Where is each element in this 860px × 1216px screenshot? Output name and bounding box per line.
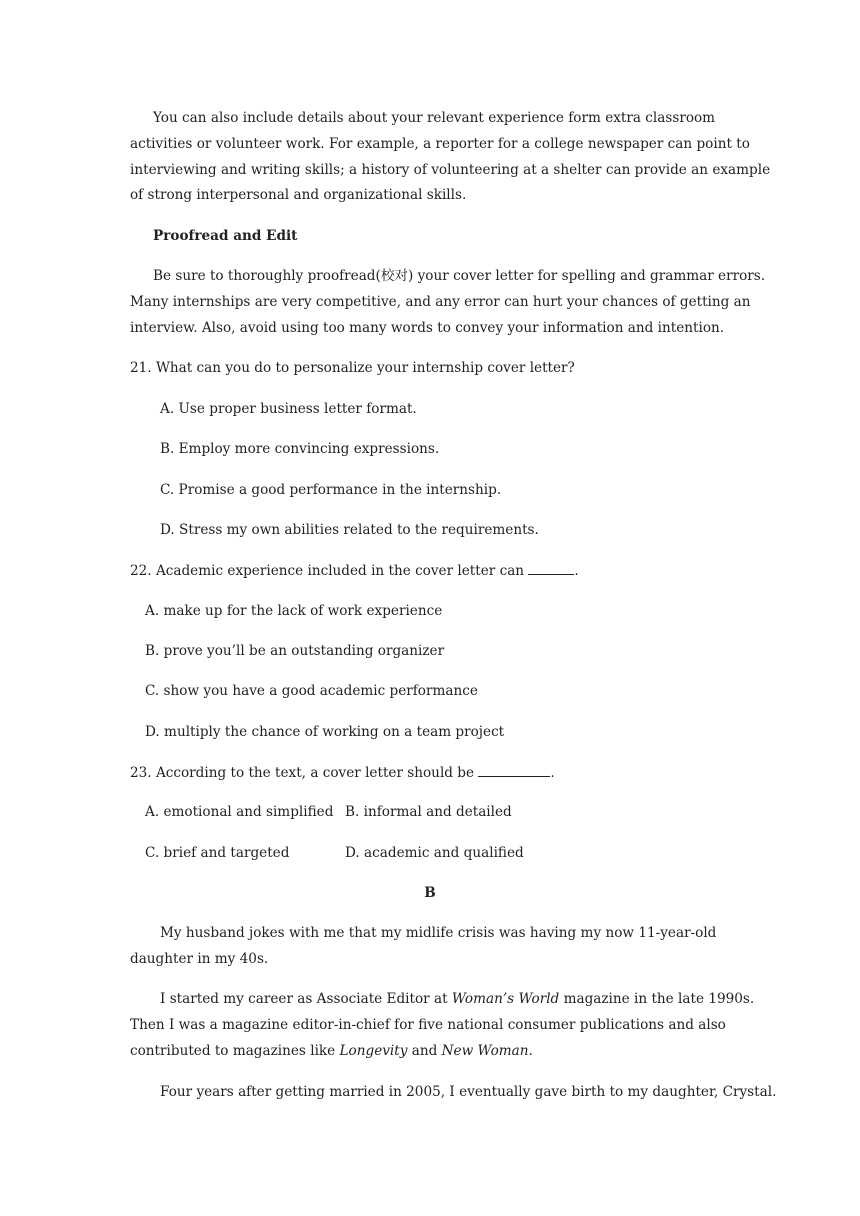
question-23-option-a: A. emotional and simplified: [145, 804, 334, 820]
paragraph-line: interview. Also, avoid using too many words to convey your information and intention.: [130, 320, 725, 336]
magazine-title: Woman’s World: [451, 991, 560, 1007]
passage-b-label: B: [424, 885, 436, 901]
magazine-title: Longevity: [339, 1043, 408, 1059]
paragraph-line: Four years after getting married in 2005, I eventually gave birth to my daughter, Crystal.: [160, 1084, 777, 1100]
paragraph-line: Many internships are very competitive, and any error can hurt your chances of getting an: [130, 294, 751, 310]
question-22-end: .: [574, 563, 579, 579]
paragraph-line: [130, 1042, 533, 1060]
question-22-option-a: A. make up for the lack of work experience: [145, 603, 443, 619]
question-23-option-c: C. brief and targeted: [145, 845, 290, 861]
text-run: .: [528, 1043, 533, 1059]
question-23-option-d: D. academic and qualified: [345, 845, 524, 861]
question-22-option-d: D. multiply the chance of working on a team project: [145, 724, 505, 740]
paragraph-line: of strong interpersonal and organizational skills.: [130, 187, 467, 203]
question-22-option-c: C. show you have a good academic performance: [145, 683, 478, 699]
paragraph-line: My husband jokes with me that my midlife crisis was having my now 11-year-old: [160, 925, 717, 941]
question-21-option-b: B. Employ more convincing expressions.: [160, 441, 440, 457]
question-21-stem: 21. What can you do to personalize your internship cover letter?: [130, 360, 575, 376]
question-22-stem-line: [130, 561, 579, 580]
paragraph-line: [160, 990, 754, 1008]
question-23-stem-line: [130, 763, 555, 782]
text-run: magazine in the late 1990s.: [563, 991, 755, 1007]
text-run: and: [411, 1043, 438, 1059]
paragraph-line: interviewing and writing skills; a history of volunteering at a shelter can provide an example: [130, 162, 771, 178]
question-22-stem: 22. Academic experience included in the cover letter can: [130, 563, 525, 579]
paragraph-line: daughter in my 40s.: [130, 951, 269, 967]
question-23-end: .: [550, 765, 555, 781]
paragraph-line: You can also include details about your relevant experience form extra classroom: [153, 110, 716, 126]
section-heading: Proofread and Edit: [153, 228, 298, 244]
question-22-option-b: B. prove you’ll be an outstanding organizer: [145, 643, 445, 659]
paragraph-line: Be sure to thoroughly proofread(校对) your cover letter for spelling and grammar errors.: [153, 268, 766, 284]
paragraph-line: activities or volunteer work. For example, a reporter for a college newspaper can point to: [130, 136, 750, 152]
answer-blank: [478, 763, 550, 777]
question-21-option-d: D. Stress my own abilities related to the requirements.: [160, 522, 539, 538]
magazine-title: New Woman: [441, 1043, 529, 1059]
question-23-stem: 23. According to the text, a cover letter should be: [130, 765, 475, 781]
text-run: contributed to magazines like: [130, 1043, 336, 1059]
question-21-option-c: C. Promise a good performance in the internship.: [160, 482, 502, 498]
text-run: I started my career as Associate Editor at: [160, 991, 448, 1007]
question-23-option-b: B. informal and detailed: [345, 804, 512, 820]
answer-blank: [528, 561, 574, 575]
paragraph-line: Then I was a magazine editor-in-chief for five national consumer publications and also: [130, 1017, 726, 1033]
question-21-option-a: A. Use proper business letter format.: [160, 401, 417, 417]
